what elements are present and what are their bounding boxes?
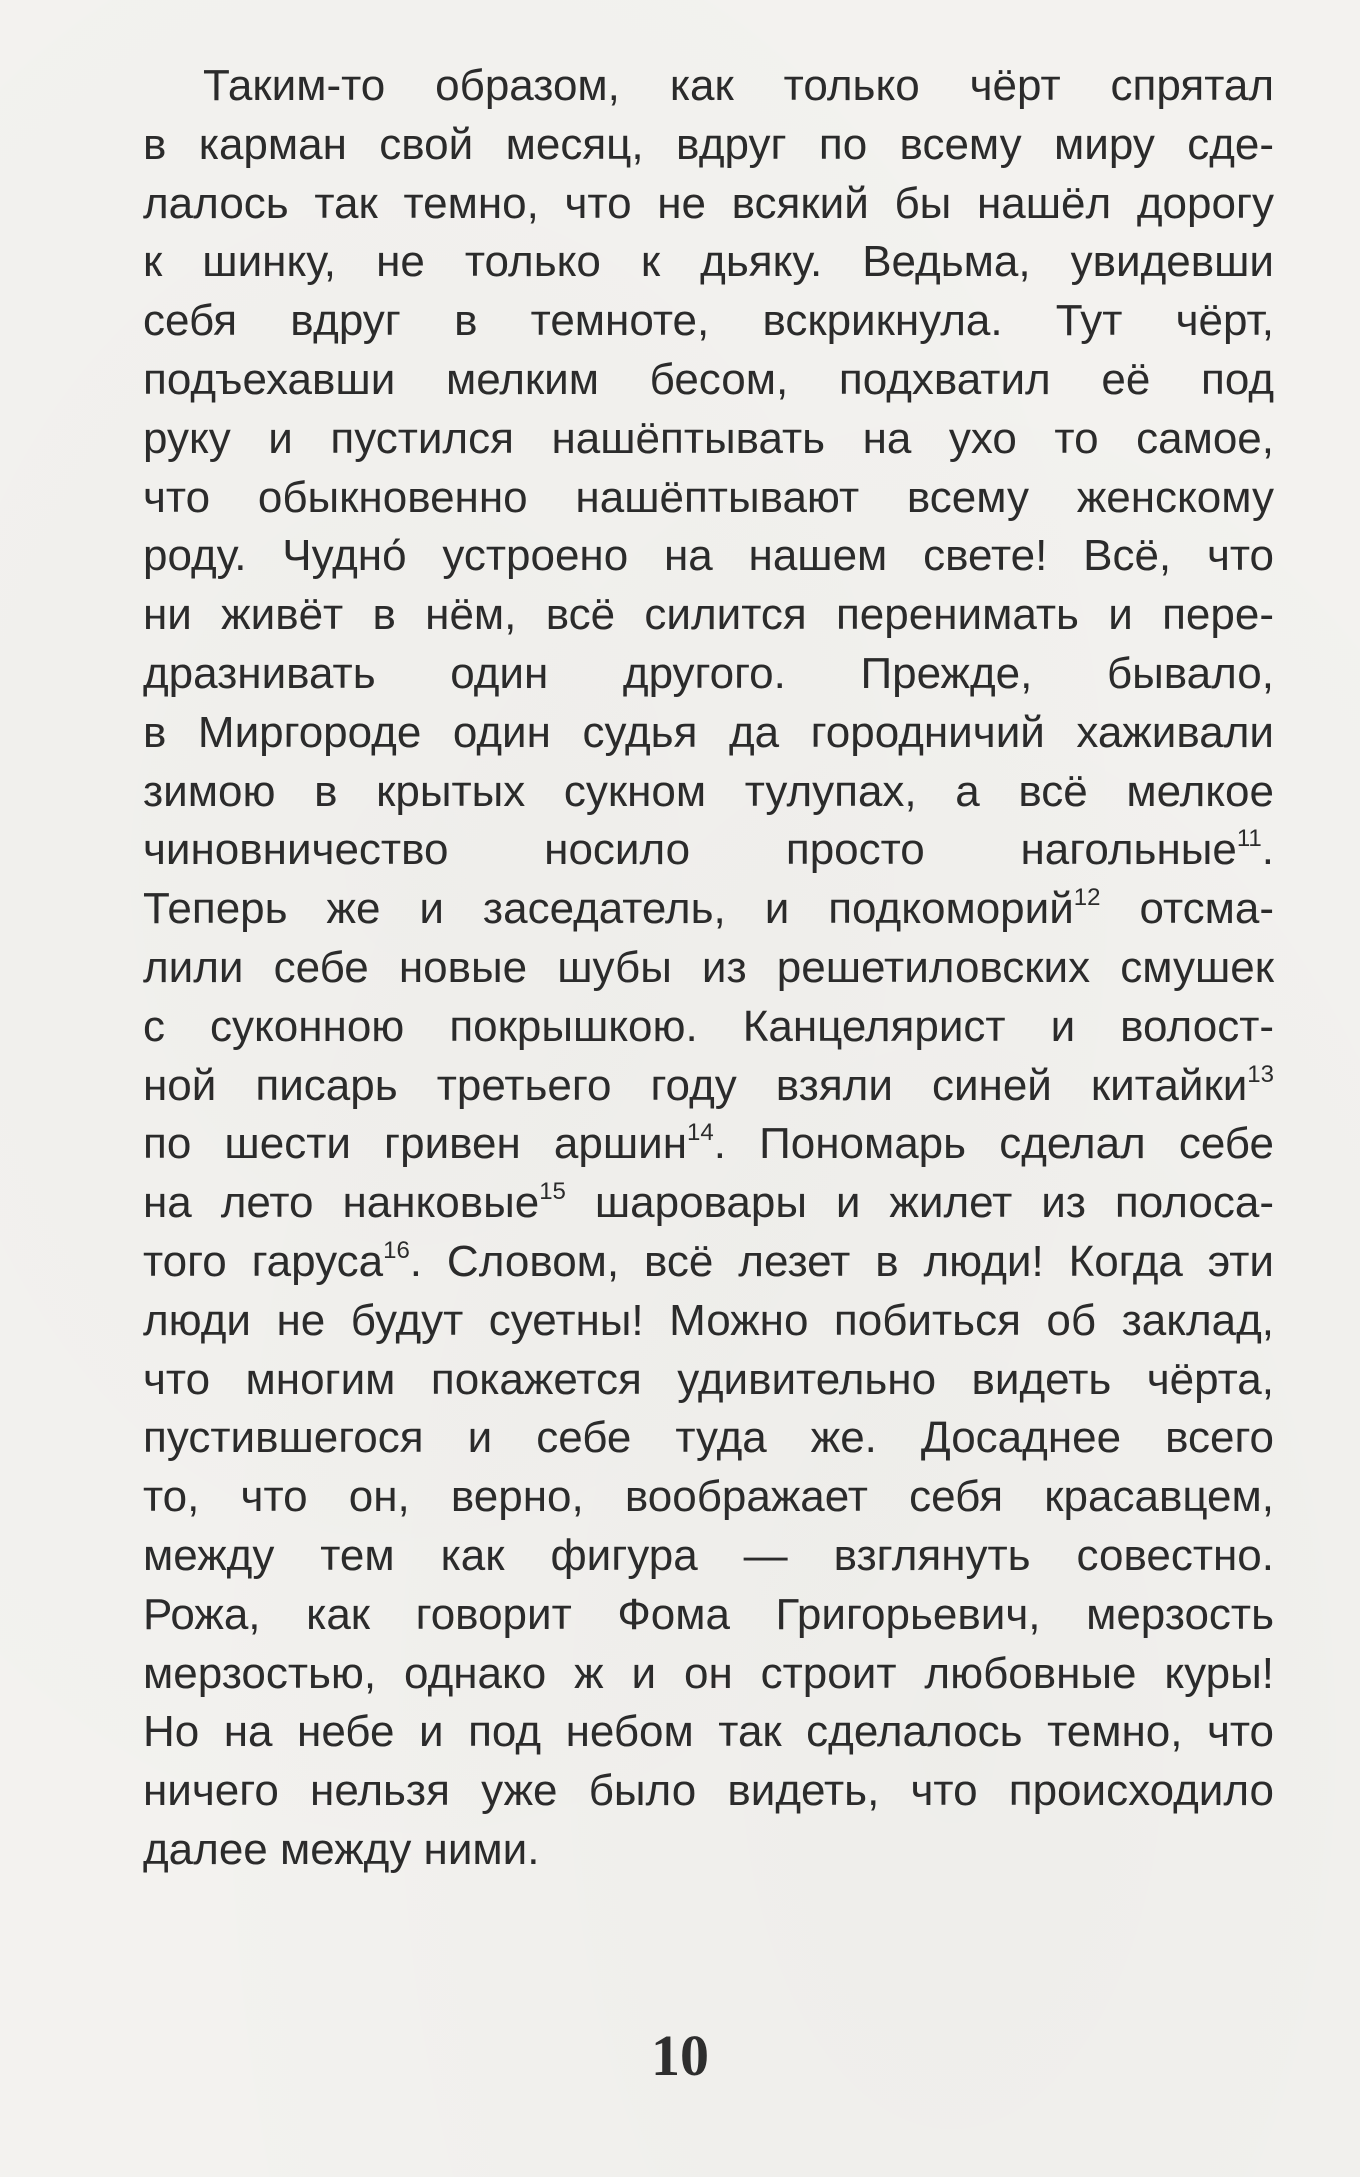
text-line bbox=[143, 292, 1274, 351]
text-segment: Но на небе и под небом так сделалось темно, что bbox=[143, 1707, 1274, 1757]
footnote-marker: 14 bbox=[687, 1119, 714, 1147]
text-line bbox=[143, 116, 1274, 175]
footnote-marker: 16 bbox=[383, 1236, 410, 1264]
text-segment: Рожа, как говорит Фома Григорьевич, мерзость bbox=[143, 1589, 1274, 1639]
text-line bbox=[143, 1174, 1274, 1233]
text-segment: чиновничество носило просто нагольные bbox=[143, 825, 1237, 875]
text-segment: на лето нанковые bbox=[143, 1178, 540, 1228]
footnote-marker: 15 bbox=[539, 1178, 566, 1206]
text-segment: с суконною покрышкою. Канцелярист и волост- bbox=[143, 1001, 1274, 1051]
text-line bbox=[143, 1233, 1274, 1292]
text-segment: мерзостью, однако ж и он строит любовные куры! bbox=[143, 1648, 1274, 1698]
text-line bbox=[143, 175, 1274, 234]
text-line bbox=[143, 1762, 1274, 1821]
text-segment: себя вдруг в темноте, вскрикнула. Тут чёрт, bbox=[143, 296, 1274, 346]
text-line bbox=[143, 1468, 1274, 1527]
text-segment: . bbox=[1261, 825, 1274, 875]
text-line bbox=[143, 1351, 1274, 1410]
text-segment: пустившегося и себе туда же. Досаднее всего bbox=[143, 1413, 1274, 1463]
text-segment: того гаруса bbox=[143, 1236, 384, 1286]
text-segment: в карман свой месяц, вдруг по всему миру сде- bbox=[143, 119, 1274, 169]
text-segment: по шести гривен аршин bbox=[143, 1119, 688, 1169]
footnote-marker: 12 bbox=[1073, 884, 1101, 912]
text-line bbox=[143, 704, 1274, 763]
text-segment: . Словом, всё лезет в люди! Когда эти bbox=[409, 1236, 1274, 1286]
text-segment: шаровары и жилет из полоса- bbox=[565, 1178, 1274, 1228]
text-segment: лалось так темно, что не всякий бы нашёл дорогу bbox=[143, 178, 1274, 228]
text-segment: ничего нельзя уже было видеть, что происходило bbox=[143, 1766, 1274, 1816]
text-line bbox=[143, 1057, 1274, 1116]
text-line bbox=[143, 1115, 1274, 1174]
text-line bbox=[143, 939, 1274, 998]
text-line bbox=[143, 1409, 1274, 1468]
text-segment: Теперь же и заседатель, и подкоморий bbox=[143, 884, 1074, 934]
text-segment: то, что он, верно, воображает себя красавцем, bbox=[143, 1472, 1274, 1522]
text-line bbox=[143, 1821, 1274, 1880]
text-line bbox=[143, 351, 1274, 410]
text-segment: дразнивать один другого. Прежде, бывало, bbox=[143, 648, 1274, 698]
text-line bbox=[143, 1645, 1274, 1704]
page-number: 10 bbox=[651, 2023, 709, 2088]
text-line bbox=[143, 527, 1274, 586]
text-segment: лили себе новые шубы из решетиловских смушек bbox=[143, 942, 1274, 992]
text-line bbox=[143, 645, 1274, 704]
footnote-marker: 11 bbox=[1236, 825, 1262, 853]
text-segment: роду. Чудно́ устроено на нашем свете! Всё, что bbox=[143, 531, 1274, 581]
text-line bbox=[143, 1527, 1274, 1586]
text-segment: зимою в крытых сукном тулупах, а всё мелкое bbox=[143, 766, 1274, 816]
text-segment: . Пономарь сделал себе bbox=[713, 1119, 1274, 1169]
text-segment: к шинку, не только к дьяку. Ведьма, увидевши bbox=[143, 237, 1274, 287]
text-line bbox=[143, 233, 1274, 292]
text-line bbox=[143, 998, 1274, 1057]
body-text bbox=[143, 57, 1274, 1880]
text-segment: руку и пустился нашёптывать на ухо то самое, bbox=[143, 413, 1274, 463]
text-line bbox=[143, 57, 1274, 116]
text-segment: отсма- bbox=[1100, 884, 1274, 934]
text-segment: подъехавши мелким бесом, подхватил её под bbox=[143, 354, 1274, 404]
text-line bbox=[143, 586, 1274, 645]
text-line bbox=[143, 1703, 1274, 1762]
text-segment: Таким-то образом, как только чёрт спрятал bbox=[203, 61, 1274, 110]
text-line bbox=[143, 880, 1274, 939]
text-line bbox=[143, 1586, 1274, 1645]
text-segment: что многим покажется удивительно видеть чёрта, bbox=[143, 1354, 1274, 1404]
text-line bbox=[143, 469, 1274, 528]
text-line bbox=[143, 763, 1274, 822]
text-line bbox=[143, 821, 1274, 880]
footnote-marker: 13 bbox=[1247, 1060, 1274, 1088]
text-line bbox=[143, 410, 1274, 469]
text-segment: ной писарь третьего году взяли синей китайки bbox=[143, 1060, 1248, 1110]
text-line bbox=[143, 1292, 1274, 1351]
text-segment: далее между ними. bbox=[143, 1824, 540, 1874]
text-segment: в Миргороде один судья да городничий хаживали bbox=[143, 707, 1274, 757]
text-segment: ни живёт в нём, всё силится перенимать и пере- bbox=[143, 590, 1274, 640]
text-segment: что обыкновенно нашёптывают всему женскому bbox=[143, 472, 1274, 522]
text-segment: люди не будут суетны! Можно побиться об заклад, bbox=[143, 1295, 1274, 1345]
text-segment: между тем как фигура — взглянуть совестно. bbox=[143, 1530, 1274, 1580]
